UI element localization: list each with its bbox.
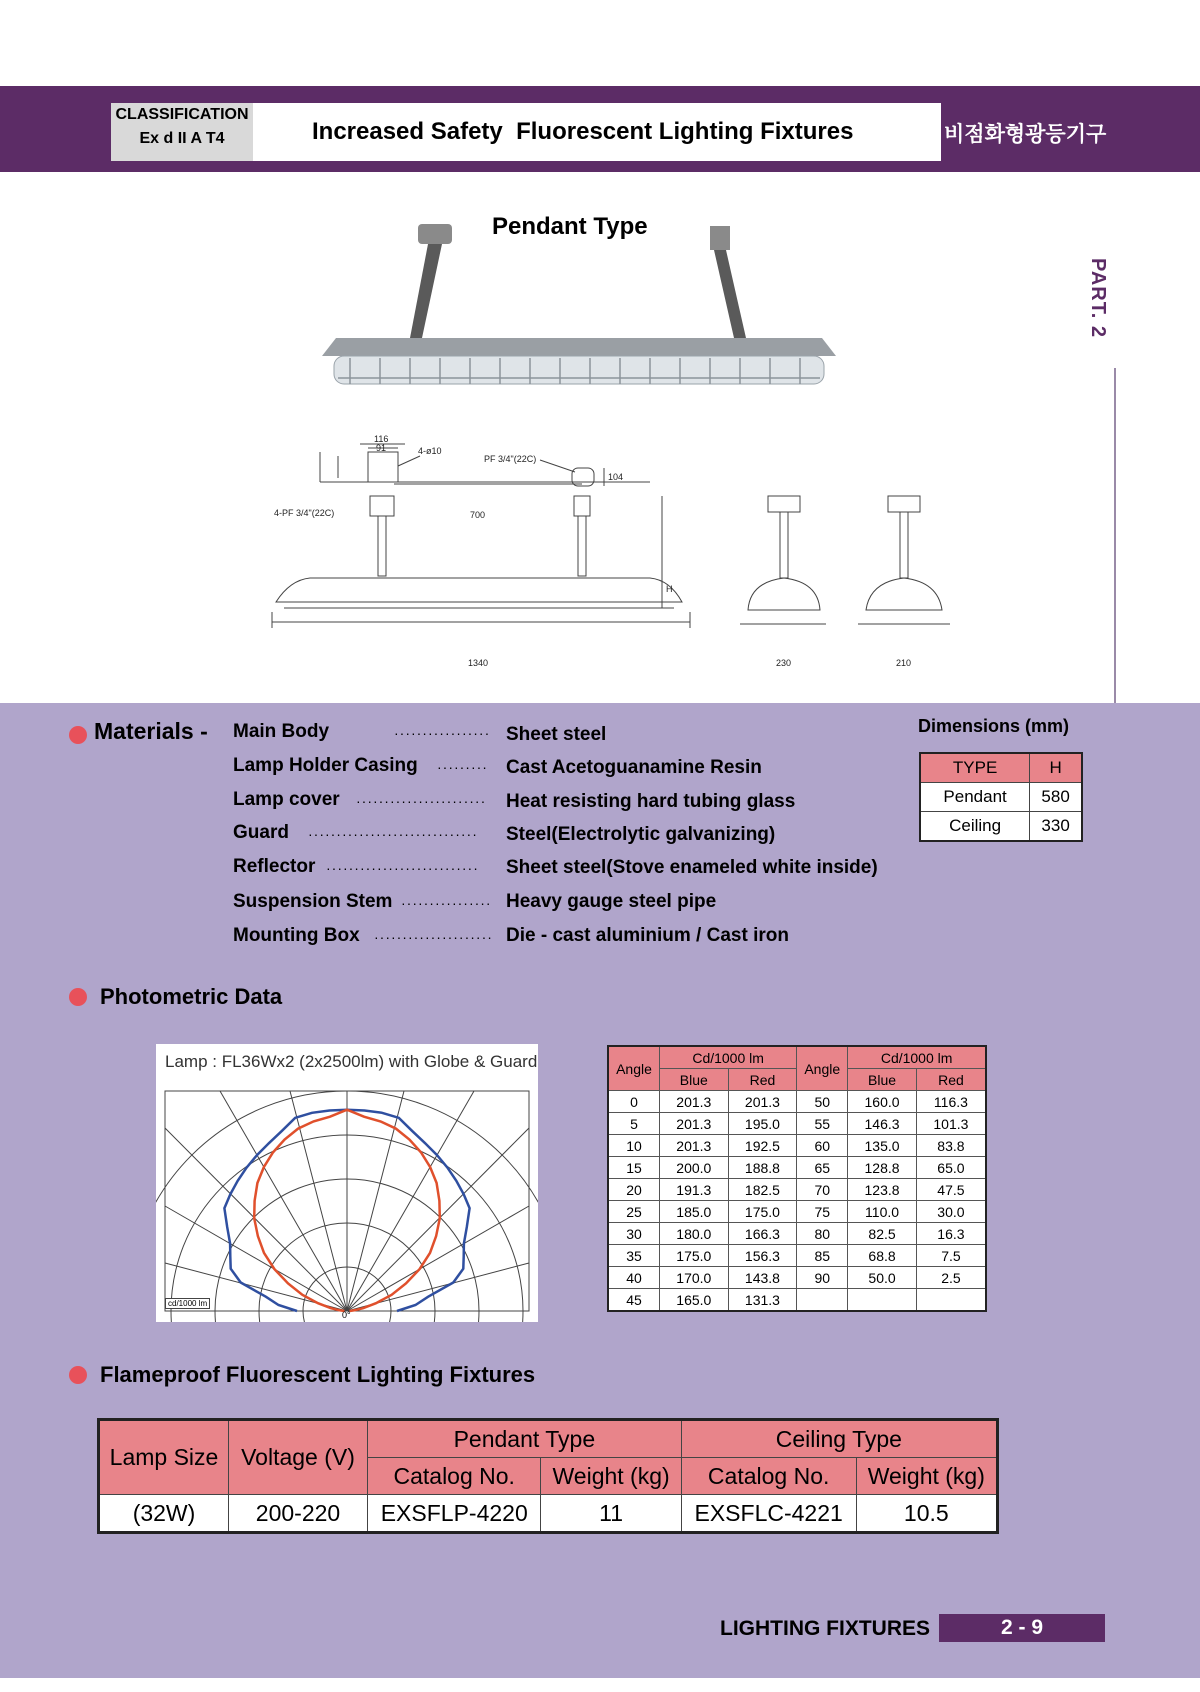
leader-dots: ················ xyxy=(401,895,492,911)
col-weight: Weight (kg) xyxy=(856,1458,997,1495)
bullet-icon xyxy=(69,1366,87,1384)
table-row: 40 170.0 143.8 90 50.0 2.5 xyxy=(608,1267,986,1289)
material-value: Die - cast aluminium / Cast iron xyxy=(506,925,789,946)
product-image xyxy=(310,218,840,408)
leader-dots: ················· xyxy=(394,725,491,741)
col-red: Red xyxy=(728,1069,797,1091)
bullet-icon xyxy=(69,988,87,1006)
col-blue: Blue xyxy=(848,1069,917,1091)
lamp-cover xyxy=(334,356,824,384)
col-cd: Cd/1000 lm xyxy=(660,1046,797,1069)
material-label: Mounting Box xyxy=(233,925,360,946)
product-title: Pendant Type xyxy=(492,213,648,240)
table-row: 15 200.0 188.8 65 128.8 65.0 xyxy=(608,1157,986,1179)
leader-dots: ····················· xyxy=(374,929,493,945)
material-value: Heat resisting hard tubing glass xyxy=(506,791,796,812)
col-voltage: Voltage (V) xyxy=(229,1420,368,1495)
title-box xyxy=(253,103,941,161)
page-number: 2 - 9 xyxy=(939,1614,1105,1642)
leader-dots: ······················· xyxy=(356,793,487,809)
material-value: Sheet steel(Stove enameled white inside) xyxy=(506,857,878,878)
red-curve xyxy=(254,1110,440,1311)
mount-left xyxy=(410,224,452,338)
col-catalog: Catalog No. xyxy=(681,1458,856,1495)
photometric-rows xyxy=(608,1091,986,1312)
photometric-heading: Photometric Data xyxy=(100,984,283,1009)
material-label: Lamp Holder Casing xyxy=(233,755,418,776)
flameproof-heading: Flameproof Fluorescent Lighting Fixtures xyxy=(100,1362,536,1387)
dim-210: 210 xyxy=(896,658,912,668)
table-row: 10 201.3 192.5 60 135.0 83.8 xyxy=(608,1135,986,1157)
dim-1340: 1340 xyxy=(468,658,489,668)
material-value: Sheet steel xyxy=(506,724,607,745)
material-label: Suspension Stem xyxy=(233,891,393,912)
dim-91: 91 xyxy=(376,443,387,453)
table-row: Ceiling 330 xyxy=(920,812,1082,842)
table-row: 25 185.0 175.0 75 110.0 30.0 xyxy=(608,1201,986,1223)
col-pendant: Pendant Type xyxy=(368,1420,682,1458)
dim-4-10: 4-ø10 xyxy=(418,446,442,456)
material-label: Guard xyxy=(233,822,289,843)
dimensions-title: Dimensions (mm) xyxy=(918,716,1070,736)
col-lamp-size: Lamp Size xyxy=(99,1420,229,1495)
col-blue: Blue xyxy=(660,1069,729,1091)
polar-curves xyxy=(156,1044,538,1322)
polar-chart xyxy=(156,1044,538,1322)
table-row: 30 180.0 166.3 80 82.5 16.3 xyxy=(608,1223,986,1245)
table-row: 5 201.3 195.0 55 146.3 101.3 xyxy=(608,1113,986,1135)
material-label: Reflector xyxy=(233,856,316,877)
chart-title: Lamp : FL36Wx2 (2x2500lm) with Globe & Guard xyxy=(165,1052,538,1071)
bullet-icon xyxy=(69,726,87,744)
dim-104: 104 xyxy=(608,472,624,482)
col-weight: Weight (kg) xyxy=(541,1458,681,1495)
table-row: (32W) 200-220 EXSFLP-4220 11 EXSFLC-4221 10.5 xyxy=(99,1495,998,1533)
leader-dots: ······························ xyxy=(308,826,478,842)
dim-230: 230 xyxy=(776,658,792,668)
leader-dots: ········· xyxy=(437,759,488,775)
col-red: Red xyxy=(916,1069,986,1091)
korean-title: 비점화형광등기구 xyxy=(944,123,1107,146)
mount-right xyxy=(710,226,746,338)
page-title: Increased Safety Fluorescent Lighting Fixtures xyxy=(312,118,854,145)
footer-label: LIGHTING FIXTURES xyxy=(720,1617,930,1640)
material-value: Steel(Electrolytic galvanizing) xyxy=(506,824,776,845)
dim-700: 700 xyxy=(470,510,486,520)
table-row: Pendant 580 xyxy=(920,783,1082,812)
col-ceiling: Ceiling Type xyxy=(681,1420,997,1458)
zero-label: 0° xyxy=(342,1310,351,1320)
dim-116: 116 xyxy=(374,434,389,444)
table-row: 45 165.0 131.3 xyxy=(608,1289,986,1312)
dim-header-type: TYPE xyxy=(920,753,1030,783)
dim-header-h: H xyxy=(1030,753,1082,783)
dimensions-table xyxy=(919,752,1083,842)
leader-dots: ··························· xyxy=(326,860,479,876)
material-label: Lamp cover xyxy=(233,789,340,810)
photometric-table xyxy=(607,1045,987,1312)
classification-label: CLASSIFICATION xyxy=(115,106,249,123)
col-angle: Angle xyxy=(797,1046,848,1091)
classification-code: Ex d II A T4 xyxy=(139,130,225,147)
dim-h: H xyxy=(666,584,673,594)
col-cd: Cd/1000 lm xyxy=(848,1046,986,1069)
material-value: Cast Acetoguanamine Resin xyxy=(506,757,762,778)
reflector xyxy=(322,338,836,356)
table-row: 35 175.0 156.3 85 68.8 7.5 xyxy=(608,1245,986,1267)
unit-label: cd/1000 lm xyxy=(165,1298,210,1309)
blue-curve xyxy=(224,1110,469,1311)
classification-box xyxy=(111,103,253,161)
table-row: 20 191.3 182.5 70 123.8 47.5 xyxy=(608,1179,986,1201)
flameproof-table xyxy=(97,1418,999,1534)
material-label: Main Body xyxy=(233,721,330,742)
table-row: 0 201.3 201.3 50 160.0 116.3 xyxy=(608,1091,986,1113)
dim-4pf: 4-PF 3/4"(22C) xyxy=(274,508,335,518)
materials-heading: Materials - xyxy=(94,718,208,744)
part-label: PART. 2 xyxy=(1087,258,1109,338)
technical-drawing xyxy=(270,432,970,672)
material-value: Heavy gauge steel pipe xyxy=(506,891,717,912)
col-angle: Angle xyxy=(608,1046,660,1091)
dim-pf: PF 3/4"(22C) xyxy=(484,454,537,464)
col-catalog: Catalog No. xyxy=(368,1458,541,1495)
